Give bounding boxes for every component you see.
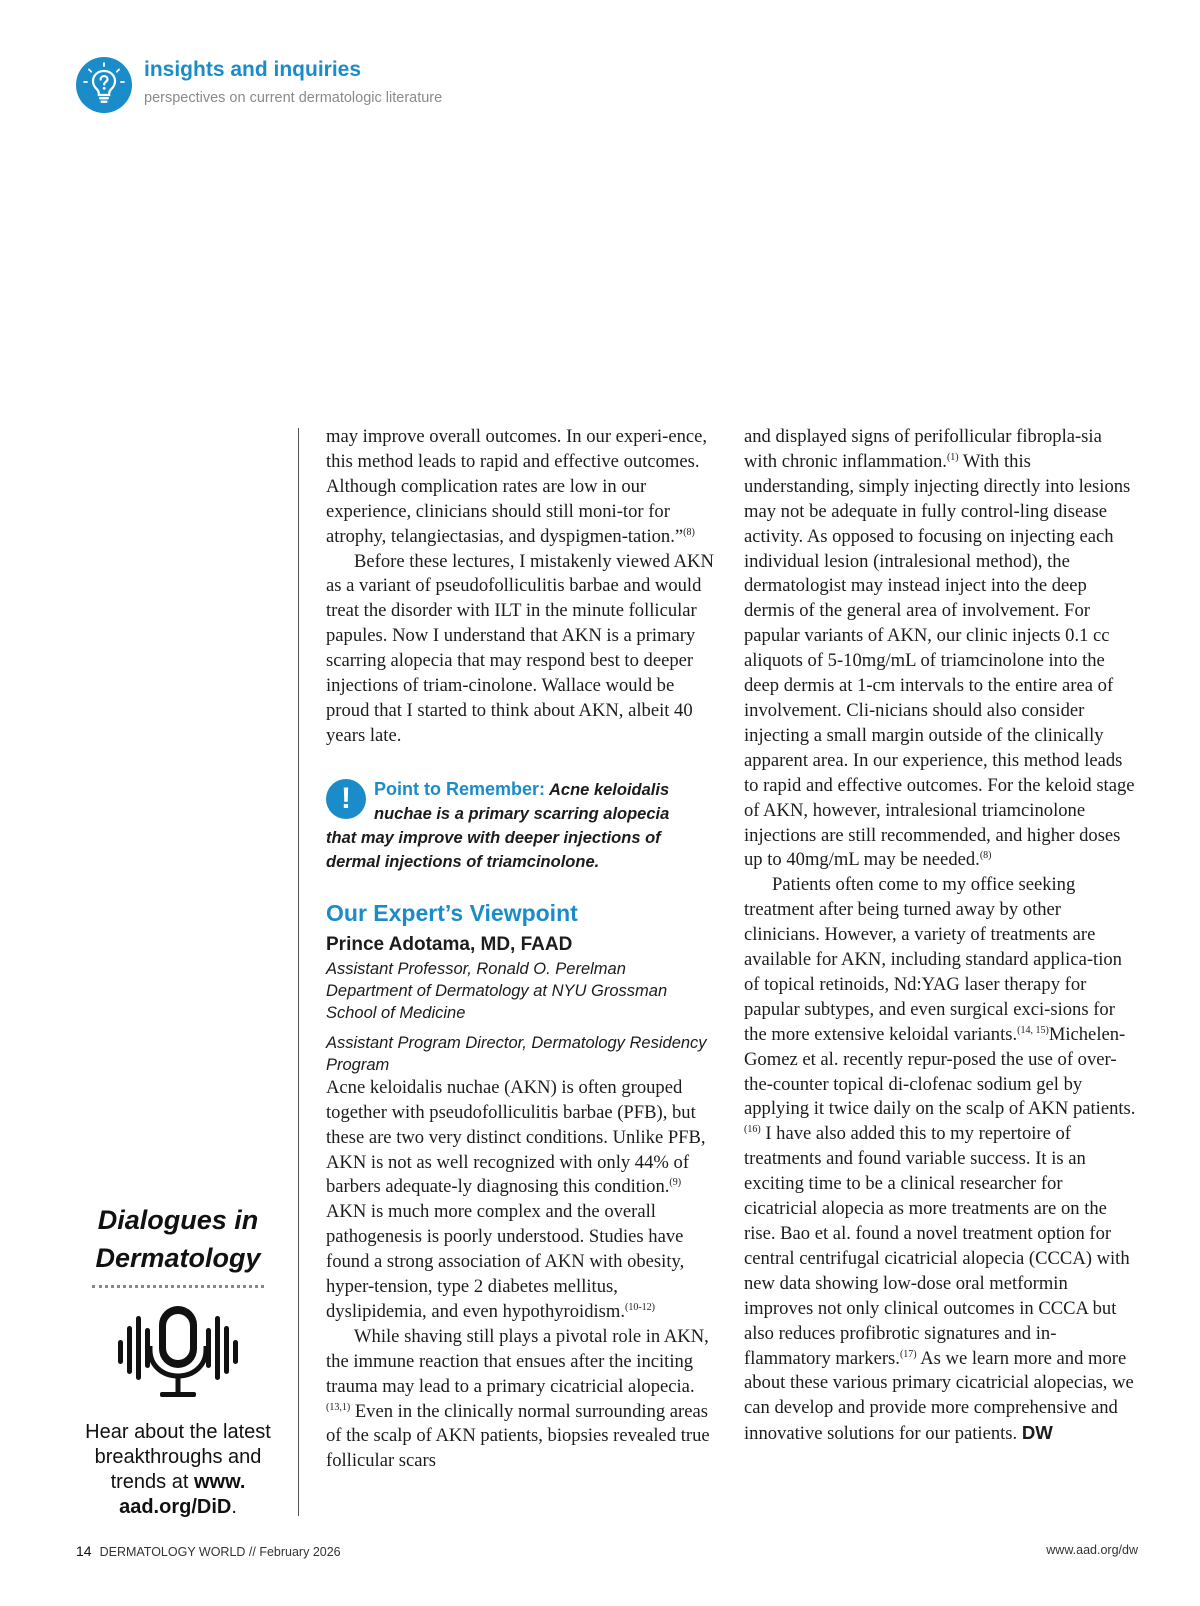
section-title: insights and inquiries <box>144 58 362 81</box>
column-right <box>744 425 1136 1447</box>
paragraph: Patients often come to my office seeking treatment after being turned away by other clinicians. However, a variety of treatments are available for AKN, including standard applica-tion of topical retinoids, Nd:YAG laser therapy for papular subtypes, and even surgical exci-sions for the more extensive keloidal variants.$^{(14, 15)}$Michelen-Gomez et al. recently repur-posed the use of over-the-counter topical di-clofenac sodium gel by applying it twice daily on the scalp of AKN patients.$^{(16)}$ I have also added this to my repertoire of treatments and found variable success. It is an exciting time to be a clinical researcher for cicatricial alopecia as more treatments are on the rise. Bao et al. found a novel treatment option for central centrifugal cicatricial alopecia (CCCA) with new data showing low-dose oral metformin improves not only clinical outcomes in CCCA but also reduces profibrotic signatures and in-flammatory markers.$^{(17)}$ As we learn more and more about these various primary cicatricial alopecias, we can develop and provide more comprehensive and innovative solutions for our patients. DW <box>744 874 1136 1445</box>
lightbulb-question-icon <box>76 57 132 113</box>
page-number: 14 <box>76 1543 92 1559</box>
expert-heading: Our Expert’s Viewpoint <box>326 899 578 926</box>
dialogues-text: Hear about the latest breakthroughs and trends at www. aad.org/DiD. <box>85 1421 271 1518</box>
dotted-divider <box>92 1285 264 1288</box>
exclamation-icon: ! <box>326 779 366 819</box>
expert-affiliation: Assistant Program Director, Dermatology Residency Program <box>326 1033 707 1074</box>
publication: DERMATOLOGY WORLD // February 2026 <box>99 1545 341 1559</box>
expert-affiliation: Assistant Professor, Ronald O. Perelman Department of Dermatology at NYU Grossman School of Medicine <box>326 959 668 1022</box>
point-to-remember: ! Point to Remember: Acne keloidalis nuchae is a primary scarring alopecia that may improve with deeper injections of dermal injections of triamcinolone. <box>326 778 670 871</box>
column-rule <box>298 428 299 1516</box>
footer-left <box>76 1543 341 1559</box>
point-label: Point to Remember: <box>374 778 546 799</box>
microphone-soundwave-icon <box>116 1306 240 1402</box>
dialogues-sidebar <box>68 1201 288 1520</box>
signoff: DW <box>1021 1422 1053 1444</box>
footer-url[interactable]: www.aad.org/dw <box>1046 1543 1138 1557</box>
column-left <box>326 425 714 1474</box>
paragraph: While shaving still plays a pivotal role in AKN, the immune reaction that ensues after the inciting trauma may lead to a primary cicatricial alopecia.$^{(13,1)}$ Even in the clinically normal surrounding areas of the scalp of AKN patients, biopsies revealed true follicular scars <box>326 1325 710 1472</box>
paragraph: and displayed signs of perifollicular fibropla-sia with chronic inflammation.$^{(1)}$ With this understanding, simply injecting directly into lesions may not be adequate in fully control-ling disease activity. As opposed to focusing on injecting each individual lesion (intralesional method), the dermatologist may instead inject into the deep dermis of the general area of involvement. For papular variants of AKN, our clinic injects 0.1 cc aliquots of 5-10mg/mL of triamcinolone into the deep dermis at 1-cm intervals to the entire area of involvement. Cli-nicians should also consider injecting a small margin outside of the clinically apparent area. In our experience, this method leads to rapid and effective outcomes. For the keloid stage of AKN, however, intralesional triamcinolone injections are still recommended, and higher doses up to 40mg/mL may be needed.$^{(8)}$ <box>744 426 1135 871</box>
paragraph: Acne keloidalis nuchae (AKN) is often grouped together with pseudofolliculitis barbae (PFB), but these are two very distinct conditions. Unlike PFB, AKN is not as well recognized with only 44% of barbers adequate-ly diagnosing this condition.$^{(9)}$ AKN is much more complex and the overall pathogenesis is poorly understood. Studies have found a strong association of AKN with obesity, hyper-tension, type 2 diabetes mellitus, dyslipidemia, and even hypothyroidism.$^{(10-12)}$ <box>326 1076 706 1322</box>
paragraph: may improve overall outcomes. In our experi-ence, this method leads to rapid and effective outcomes. Although complication rates are low in our experience, clinicians should still moni-tor for atrophy, telangiectasias, and dyspigmen-tation.”$^{(8)}$ <box>326 426 708 547</box>
paragraph: Before these lectures, I mistakenly viewed AKN as a variant of pseudofolliculitis barbae and would treat the disorder with ILT in the minute follicular papules. Now I understand that AKN is a primary scarring alopecia that may respond best to deeper injections of triam-cinolone. Wallace would be proud that I started to think about AKN, albeit 40 years late. <box>326 550 714 746</box>
dialogues-title: Dialogues in Dermatology <box>95 1205 261 1273</box>
section-subtitle: perspectives on current dermatologic literature <box>144 90 443 106</box>
expert-name: Prince Adotama, MD, FAAD <box>326 933 573 955</box>
dialogues-link[interactable]: www. aad.org/DiD <box>119 1471 246 1518</box>
